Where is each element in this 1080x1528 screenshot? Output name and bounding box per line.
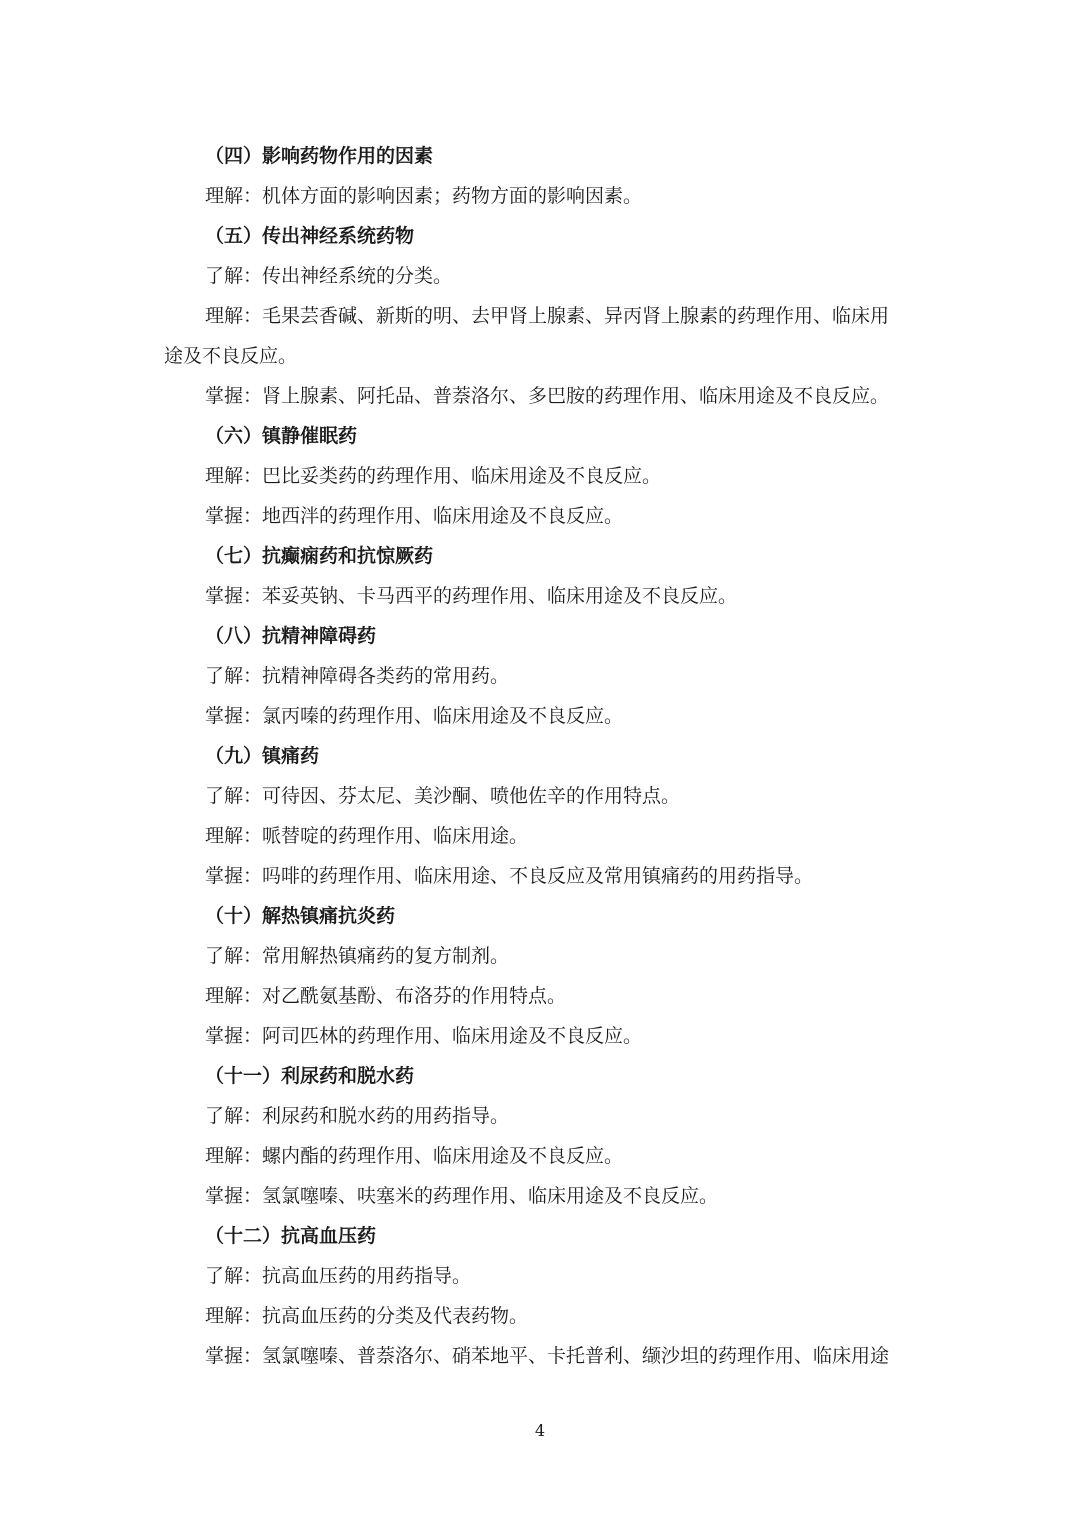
body-text-line: 了解：传出神经系统的分类。 xyxy=(205,265,453,287)
body-text-line: 掌握：氯丙嗪的药理作用、临床用途及不良反应。 xyxy=(205,705,624,727)
section-heading: （十）解热镇痛抗炎药 xyxy=(205,905,396,927)
body-text-line: 掌握：阿司匹林的药理作用、临床用途及不良反应。 xyxy=(205,1025,643,1047)
body-text-line: 掌握：吗啡的药理作用、临床用途、不良反应及常用镇痛药的用药指导。 xyxy=(205,865,814,887)
body-text-line: 理解：毛果芸香碱、新斯的明、去甲肾上腺素、异丙肾上腺素的药理作用、临床用 xyxy=(205,305,890,327)
body-text-line: 掌握：地西泮的药理作用、临床用途及不良反应。 xyxy=(205,505,624,527)
page-number: 4 xyxy=(534,1421,546,1440)
body-text-line: 掌握：氢氯噻嗪、呋塞米的药理作用、临床用途及不良反应。 xyxy=(205,1185,719,1207)
body-text-line: 了解：常用解热镇痛药的复方制剂。 xyxy=(205,945,510,967)
body-text-line: 掌握：肾上腺素、阿托品、普萘洛尔、多巴胺的药理作用、临床用途及不良反应。 xyxy=(205,385,890,407)
section-heading: （六）镇静催眠药 xyxy=(205,425,358,447)
section-heading: （九）镇痛药 xyxy=(205,745,320,767)
section-heading: （七）抗癫痫药和抗惊厥药 xyxy=(205,545,434,567)
section-heading: （十一）利尿药和脱水药 xyxy=(205,1065,415,1087)
body-text-line: 了解：可待因、芬太尼、美沙酮、喷他佐辛的作用特点。 xyxy=(205,785,681,807)
body-text-line: 了解：抗高血压药的用药指导。 xyxy=(205,1265,472,1287)
body-text-line: 理解：巴比妥类药的药理作用、临床用途及不良反应。 xyxy=(205,465,662,487)
section-heading: （十二）抗高血压药 xyxy=(205,1225,377,1247)
body-text-line: 理解：螺内酯的药理作用、临床用途及不良反应。 xyxy=(205,1145,624,1167)
section-heading: （五）传出神经系统药物 xyxy=(205,225,415,247)
body-text-line: 理解：对乙酰氨基酚、布洛芬的作用特点。 xyxy=(205,985,567,1007)
section-heading: （四）影响药物作用的因素 xyxy=(205,145,434,167)
body-text-line: 掌握：苯妥英钠、卡马西平的药理作用、临床用途及不良反应。 xyxy=(205,585,738,607)
body-text-line: 理解：抗高血压药的分类及代表药物。 xyxy=(205,1305,529,1327)
body-text-line: 了解：抗精神障碍各类药的常用药。 xyxy=(205,665,510,687)
body-text-line: 理解：哌替啶的药理作用、临床用途。 xyxy=(205,825,529,847)
section-heading: （八）抗精神障碍药 xyxy=(205,625,377,647)
body-text-line: 途及不良反应。 xyxy=(164,345,298,367)
body-text-line: 了解：利尿药和脱水药的用药指导。 xyxy=(205,1105,510,1127)
body-text-line: 掌握：氢氯噻嗪、普萘洛尔、硝苯地平、卡托普利、缬沙坦的药理作用、临床用途 xyxy=(205,1345,890,1367)
body-text-line: 理解：机体方面的影响因素；药物方面的影响因素。 xyxy=(205,185,643,207)
